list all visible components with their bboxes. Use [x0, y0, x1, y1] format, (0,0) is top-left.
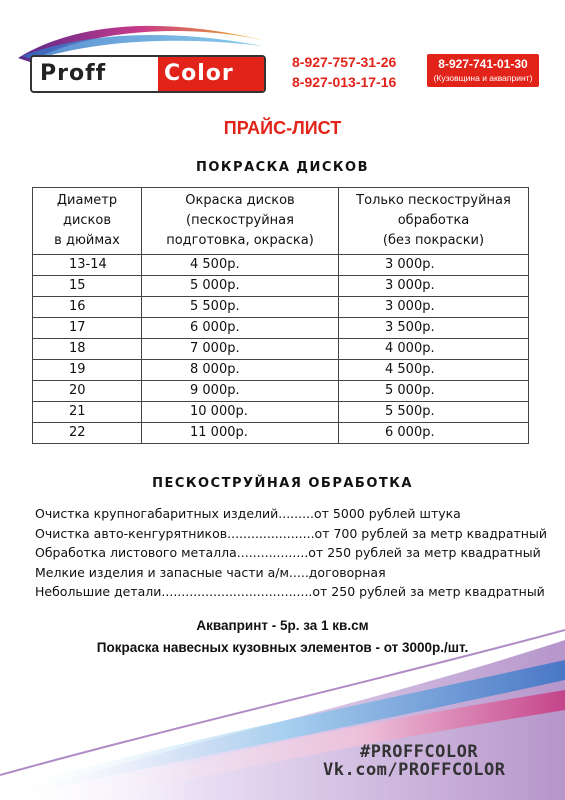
list-item: Мелкие изделия и запасные части а/м.....договорная: [35, 564, 386, 580]
phone-list: [292, 52, 396, 92]
phone-box-bodywork: [427, 54, 539, 87]
list-item: Очистка авто-кенгурятников......................от 700 рублей за метр квадратный: [35, 525, 547, 541]
cell-sand-price: 3 000р.: [339, 297, 529, 318]
vk-link[interactable]: Vk.com/PROFFCOLOR: [323, 760, 506, 780]
column-header-sandblast: Только пескоструйная обработка (без покраски): [339, 188, 529, 255]
cell-paint-price: 6 000р.: [142, 318, 339, 339]
phone-box-number: 8-927-741-01-30: [438, 57, 528, 71]
cell-size: 20: [33, 381, 142, 402]
logo-text-proff: Proff: [32, 57, 158, 91]
disk-section-heading: ПОКРАСКА ДИСКОВ: [196, 160, 369, 175]
column-header-diameter: Диаметр дисков в дюймах: [33, 188, 142, 255]
body-parts-price: Покраска навесных кузовных элементов - от 3000р./шт.: [96, 640, 469, 655]
cell-paint-price: 5 500р.: [142, 297, 339, 318]
phone-number: 8-927-013-17-16: [292, 74, 397, 90]
list-item: Небольшие детали......................................от 250 рублей за метр квадратный: [35, 584, 545, 599]
disk-price-table: [32, 187, 529, 444]
cell-paint-price: 8 000р.: [142, 360, 339, 381]
cell-size: 13-14: [33, 255, 142, 276]
table-row: [33, 297, 529, 318]
cell-size: 17: [33, 318, 142, 339]
cell-paint-price: 11 000р.: [142, 423, 339, 444]
cell-size: 15: [33, 276, 142, 297]
table-row: [33, 423, 529, 444]
cell-size: 21: [33, 402, 142, 423]
cell-sand-price: 5 500р.: [339, 402, 529, 423]
cell-paint-price: 5 000р.: [142, 276, 339, 297]
table-row: [33, 381, 529, 402]
cell-paint-price: 7 000р.: [142, 339, 339, 360]
cell-sand-price: 3 500р.: [339, 318, 529, 339]
sandblast-section-heading: ПЕСКОСТРУЙНАЯ ОБРАБОТКА: [152, 476, 413, 491]
cell-size: 18: [33, 339, 142, 360]
cell-sand-price: 4 000р.: [339, 339, 529, 360]
aquaprint-price: Аквапринт - 5р. за 1 кв.см: [196, 618, 369, 633]
phone-number: 8-927-757-31-26: [292, 54, 397, 70]
table-row: [33, 402, 529, 423]
cell-sand-price: 6 000р.: [339, 423, 529, 444]
cell-sand-price: 3 000р.: [339, 276, 529, 297]
table-row: [33, 339, 529, 360]
logo-text-color: Color: [158, 57, 264, 91]
proffcolor-logo: [30, 55, 266, 93]
page-title: ПРАЙС-ЛИСТ: [223, 118, 342, 138]
cell-size: 19: [33, 360, 142, 381]
hashtag-text: #PROFFCOLOR: [360, 742, 479, 762]
table-row: [33, 318, 529, 339]
table-row: [33, 255, 529, 276]
cell-size: 22: [33, 423, 142, 444]
cell-paint-price: 4 500р.: [142, 255, 339, 276]
list-item: Очистка крупногабаритных изделий.........от 5000 рублей штука: [35, 506, 461, 521]
cell-size: 16: [33, 297, 142, 318]
cell-paint-price: 10 000р.: [142, 402, 339, 423]
sandblast-service-list: [35, 504, 547, 602]
column-header-painting: Окраска дисков (пескоструйная подготовка, окраска): [142, 188, 339, 255]
table-header-row: [33, 188, 529, 255]
cell-sand-price: 3 000р.: [339, 255, 529, 276]
list-item: Обработка листового металла..................от 250 рублей за метр квадратный: [35, 545, 541, 560]
table-row: [33, 360, 529, 381]
cell-paint-price: 9 000р.: [142, 381, 339, 402]
phone-box-note: (Кузовщина и аквапринт): [433, 73, 533, 83]
cell-sand-price: 5 000р.: [339, 381, 529, 402]
cell-sand-price: 4 500р.: [339, 360, 529, 381]
table-row: [33, 276, 529, 297]
